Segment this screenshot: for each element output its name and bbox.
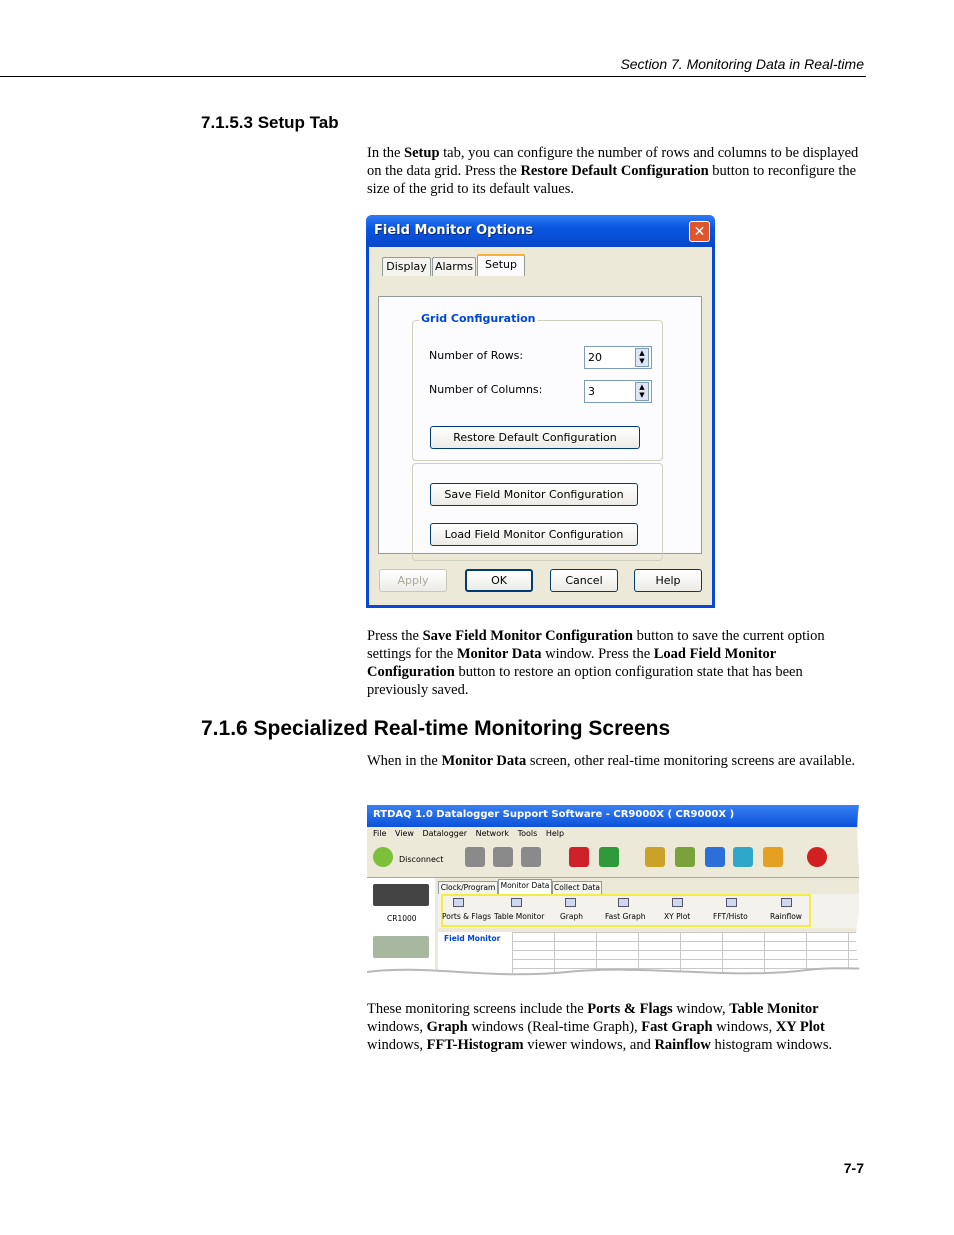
graph-button[interactable]: Graph bbox=[560, 912, 584, 921]
menu-file[interactable]: File bbox=[373, 829, 387, 838]
grid-configuration-group bbox=[412, 312, 663, 461]
spinner-arrows-icon[interactable]: ▲ ▼ bbox=[635, 348, 649, 367]
restore-default-configuration-button[interactable]: Restore Default Configuration bbox=[430, 426, 640, 449]
dialog-title: Field Monitor Options bbox=[374, 223, 534, 238]
columns-value: 3 bbox=[588, 385, 595, 398]
network-icon[interactable] bbox=[733, 847, 753, 867]
menu-help[interactable]: Help bbox=[545, 829, 565, 838]
dialog-body bbox=[369, 247, 712, 605]
config-file-group bbox=[412, 463, 663, 561]
ports-flags-icon[interactable] bbox=[453, 898, 464, 907]
table-monitor-button[interactable]: Table Monitor bbox=[494, 912, 545, 921]
specialized-intro-paragraph: When in the Monitor Data screen, other real-time monitoring screens are available. bbox=[367, 753, 856, 769]
stop-icon[interactable] bbox=[807, 847, 827, 867]
rows-label: Number of Rows: bbox=[429, 349, 524, 362]
rainflow-button[interactable]: Rainflow bbox=[770, 912, 802, 921]
cr1000-device-image[interactable] bbox=[373, 884, 429, 906]
xy-plot-button[interactable]: XY Plot bbox=[664, 912, 691, 921]
rows-spinner[interactable] bbox=[584, 346, 652, 369]
tool-icon[interactable] bbox=[763, 847, 783, 867]
apply-button[interactable]: Apply bbox=[379, 569, 447, 592]
disconnect-button[interactable]: Disconnect bbox=[399, 855, 444, 864]
torn-edge bbox=[367, 962, 865, 980]
cancel-button[interactable]: Cancel bbox=[550, 569, 618, 592]
fft-histo-button[interactable]: FFT/Histo bbox=[713, 912, 748, 921]
help-button[interactable]: Help bbox=[634, 569, 702, 592]
ok-button[interactable]: OK bbox=[465, 569, 533, 592]
view-icon[interactable] bbox=[645, 847, 665, 867]
play-icon[interactable] bbox=[675, 847, 695, 867]
header-rule bbox=[0, 76, 866, 77]
specialized-heading: 7.1.6 Specialized Real-time Monitoring Screens bbox=[201, 717, 671, 740]
app-menubar bbox=[367, 827, 859, 841]
remove-station-icon[interactable] bbox=[493, 847, 513, 867]
fast-graph-icon[interactable] bbox=[618, 898, 629, 907]
tab-display[interactable]: Display bbox=[382, 257, 431, 276]
setup-after-paragraph: Press the Save Field Monitor Configuration button to save the current option settings for the Monitor Data window. Press the Load Field Monitor Configuration button to restore an option configuration state that has been previously saved. bbox=[367, 628, 825, 698]
ports-flags-button[interactable]: Ports & Flags bbox=[442, 912, 492, 921]
specialized-outro-paragraph: These monitoring screens include the Ports & Flags window, Table Monitor windows, Graph windows (Real-time Graph), Fast Graph windows, XY Plot windows, FFT-Histogram viewer windows, and Rainflow histogram windows. bbox=[367, 1001, 833, 1053]
edit-station-icon[interactable] bbox=[521, 847, 541, 867]
menu-view[interactable]: View bbox=[394, 829, 414, 838]
close-icon[interactable]: ✕ bbox=[689, 221, 710, 242]
zoom-icon[interactable] bbox=[705, 847, 725, 867]
setup-intro-paragraph: In the Setup tab, you can configure the number of rows and columns to be displayed on the data grid. Press the Restore Default Configuration button to reconfigure the size of the grid to its default values. bbox=[367, 145, 859, 197]
menu-network[interactable]: Network bbox=[475, 829, 510, 838]
columns-spinner[interactable] bbox=[584, 380, 652, 403]
menu-tools[interactable]: Tools bbox=[517, 829, 538, 838]
running-header: Section 7. Monitoring Data in Real-time bbox=[620, 56, 864, 72]
field-monitor-options-dialog bbox=[366, 215, 715, 608]
page-number: 7-7 bbox=[843, 1160, 864, 1176]
rtdaq-screenshot bbox=[367, 805, 865, 980]
app-toolbar bbox=[367, 841, 859, 878]
tab-alarms[interactable]: Alarms bbox=[432, 257, 476, 276]
device-label: CR1000 bbox=[387, 914, 417, 923]
setup-tab-panel bbox=[378, 296, 702, 554]
tab-clock-program[interactable]: Clock/Program bbox=[438, 881, 498, 894]
menu-datalogger[interactable]: Datalogger bbox=[422, 829, 468, 838]
tab-setup[interactable]: Setup bbox=[477, 254, 525, 276]
app-title: RTDAQ 1.0 Datalogger Support Software - CR9000X ( CR9000X ) bbox=[373, 809, 735, 820]
columns-label: Number of Columns: bbox=[429, 383, 543, 396]
save-field-monitor-configuration-button[interactable]: Save Field Monitor Configuration bbox=[430, 483, 638, 506]
fft-histo-icon[interactable] bbox=[726, 898, 737, 907]
load-field-monitor-configuration-button[interactable]: Load Field Monitor Configuration bbox=[430, 523, 638, 546]
checkbox-icon[interactable] bbox=[569, 847, 589, 867]
table-icon[interactable] bbox=[599, 847, 619, 867]
dialog-titlebar bbox=[366, 215, 715, 247]
tab-collect-data[interactable]: Collect Data bbox=[552, 881, 602, 894]
monitor-button-strip bbox=[438, 894, 859, 928]
app-titlebar bbox=[367, 805, 859, 827]
fast-graph-button[interactable]: Fast Graph bbox=[605, 912, 646, 921]
tab-monitor-data[interactable]: Monitor Data bbox=[498, 879, 552, 894]
grid-configuration-label: Grid Configuration bbox=[421, 312, 536, 325]
xy-plot-icon[interactable] bbox=[672, 898, 683, 907]
spinner-arrows-icon[interactable]: ▲ ▼ bbox=[635, 382, 649, 401]
rainflow-icon[interactable] bbox=[781, 898, 792, 907]
rows-value: 20 bbox=[588, 351, 602, 364]
table-monitor-icon[interactable] bbox=[511, 898, 522, 907]
torn-right-edge bbox=[853, 805, 865, 980]
field-monitor-label: Field Monitor bbox=[444, 934, 501, 943]
add-station-icon[interactable] bbox=[465, 847, 485, 867]
second-device-image[interactable] bbox=[373, 936, 429, 958]
disconnect-icon[interactable] bbox=[373, 847, 393, 867]
graph-icon[interactable] bbox=[565, 898, 576, 907]
setup-tab-heading: 7.1.5.3 Setup Tab bbox=[201, 113, 339, 132]
